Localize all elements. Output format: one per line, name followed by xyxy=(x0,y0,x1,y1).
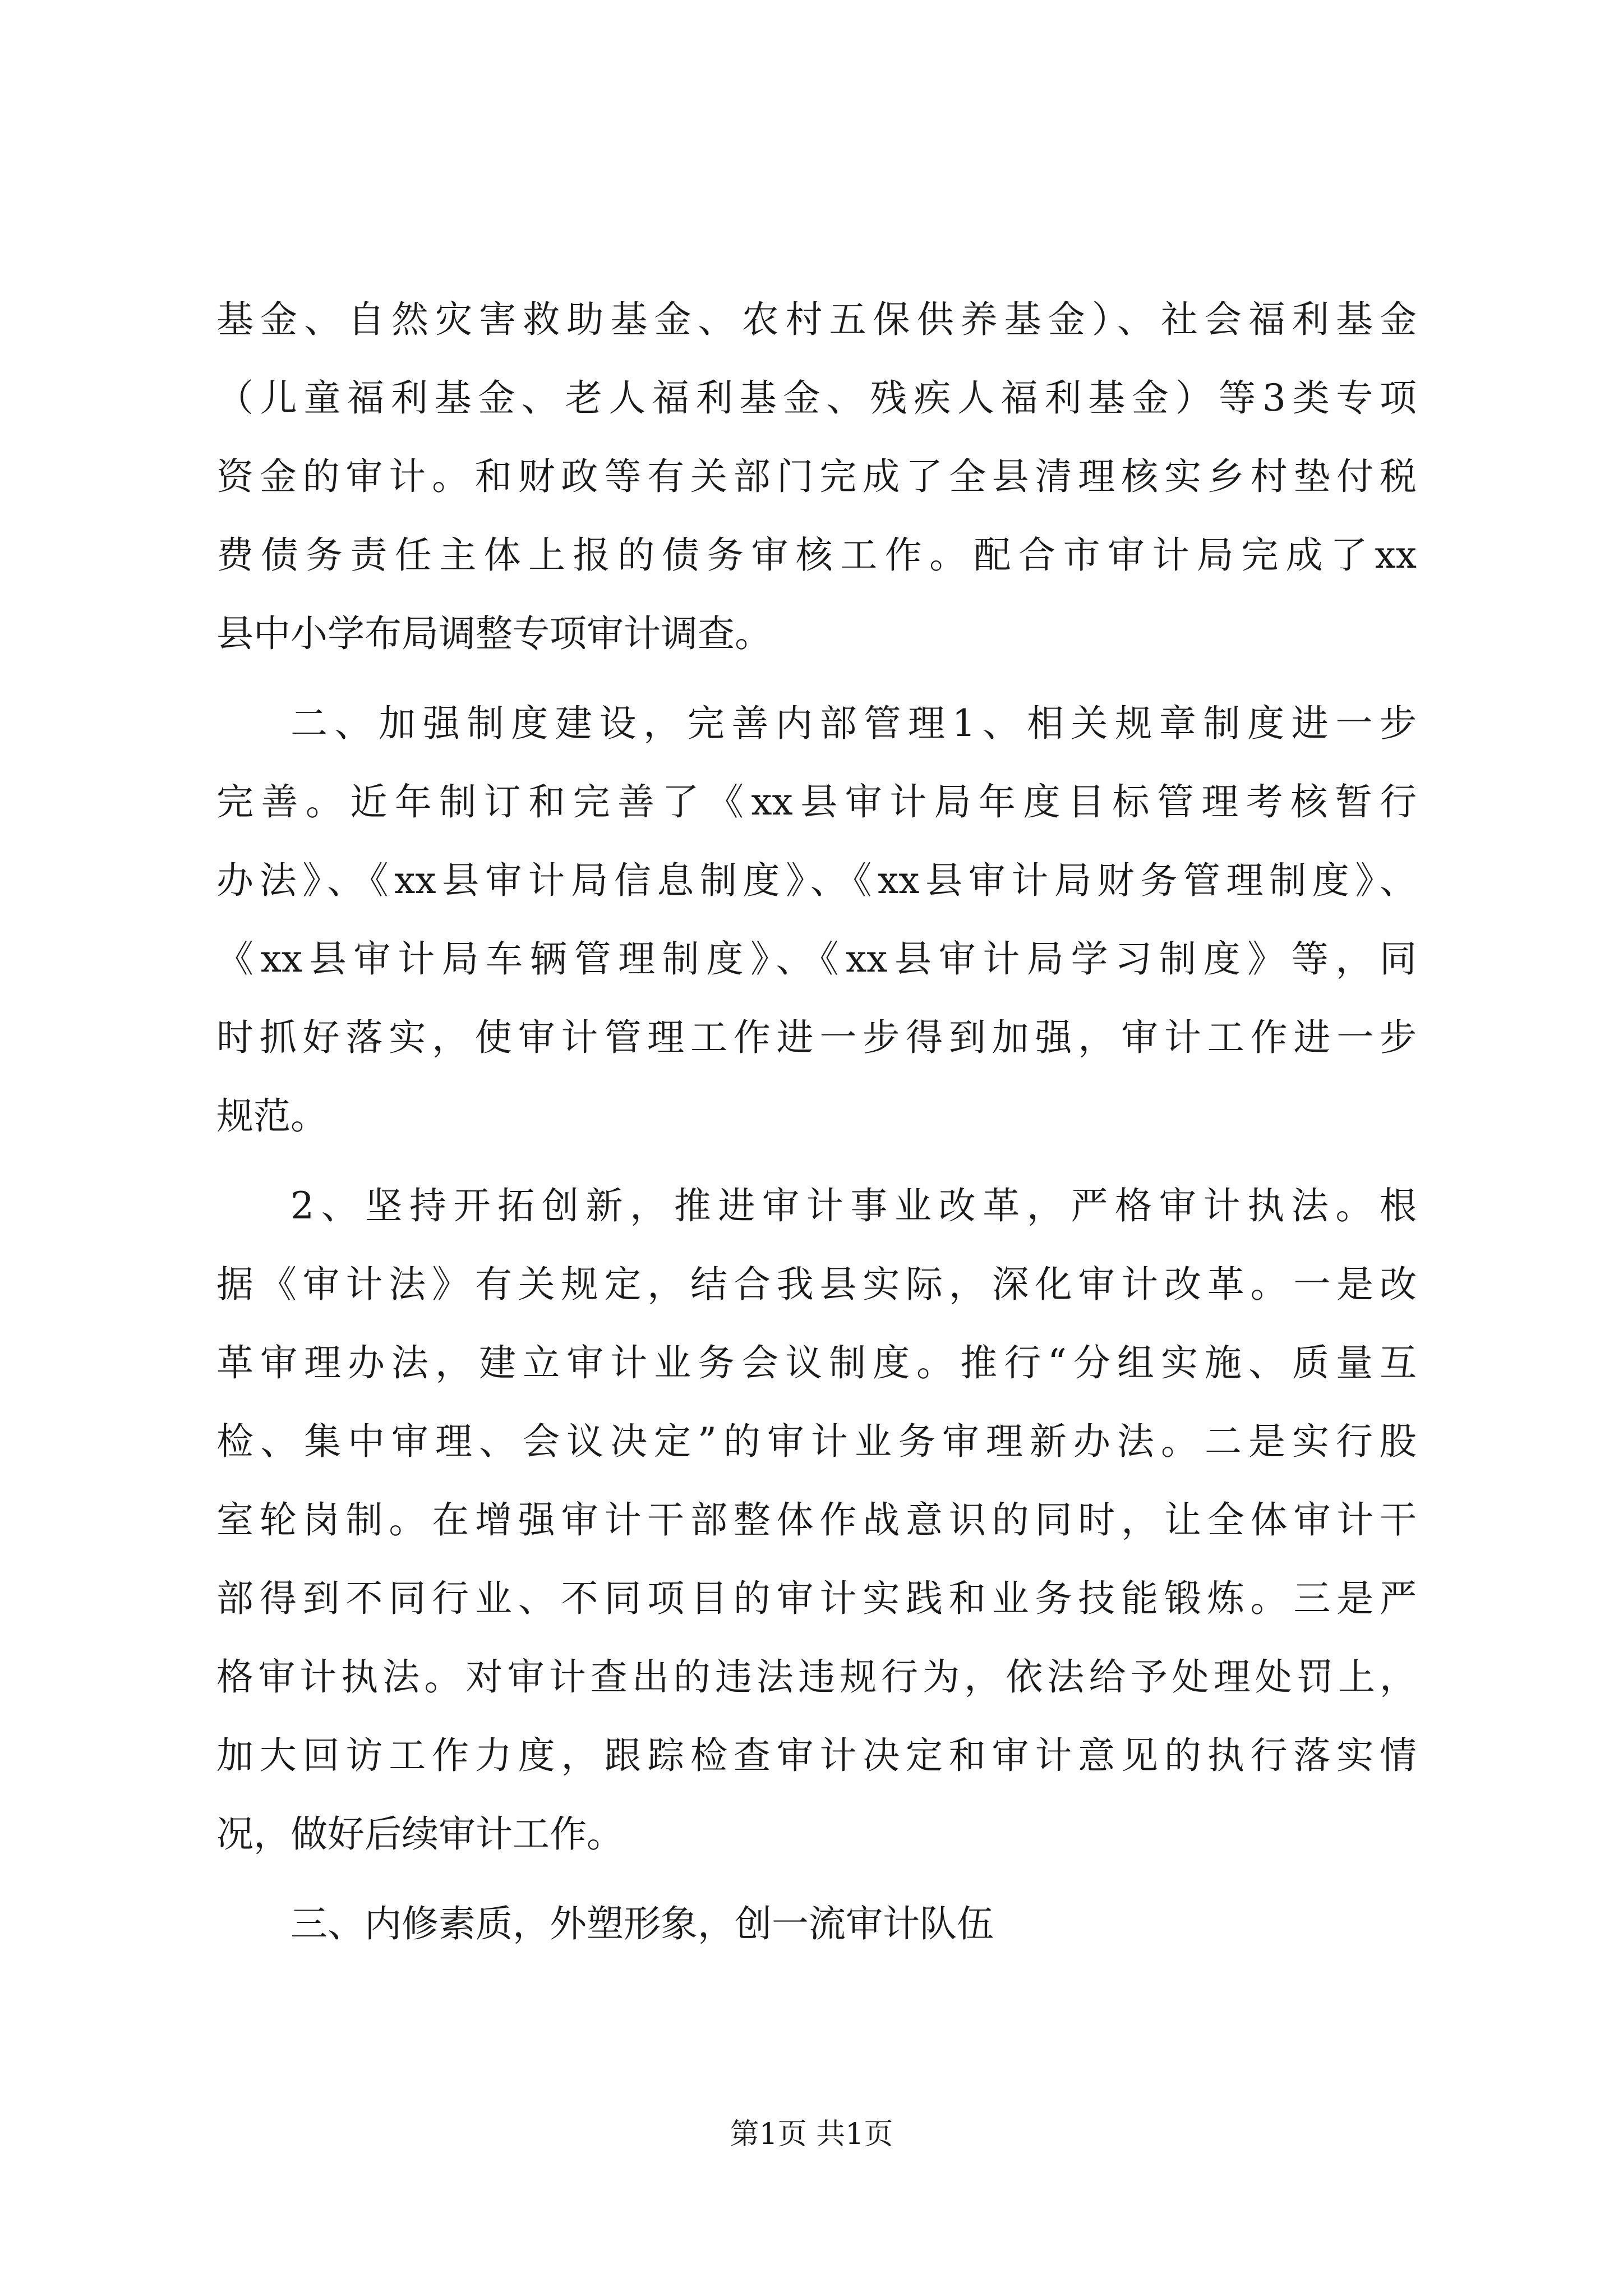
paragraph-start-line: 2、坚持开拓创新，推进审计事业改革，严格审计执法。根 xyxy=(291,1184,1417,1227)
body-line: 部得到不同行业、不同项目的审计实践和业务技能锻炼。三是严 xyxy=(216,1577,1417,1620)
body-line: 基金、自然灾害救助基金、农村五保供养基金）、社会福利基金 xyxy=(216,298,1417,341)
body-line: 况，做好后续审计工作。 xyxy=(216,1812,624,1856)
body-line: 规范。 xyxy=(216,1094,328,1138)
body-line: 办法》、《xx县审计局信息制度》、《xx县审计局财务管理制度》、 xyxy=(216,859,1417,902)
body-line: （儿童福利基金、老人福利基金、残疾人福利基金）等3类专项 xyxy=(216,376,1417,420)
body-line: 完善。近年制订和完善了《xx县审计局年度目标管理考核暂行 xyxy=(216,780,1417,823)
body-line: 室轮岗制。在增强审计干部整体作战意识的同时，让全体审计干 xyxy=(216,1498,1417,1542)
section-heading-line: 二、加强制度建设，完善内部管理1、相关规章制度进一步 xyxy=(291,702,1417,745)
body-line: 加大回访工作力度，跟踪检查审计决定和审计意见的执行落实情 xyxy=(216,1734,1417,1777)
body-line: 格审计执法。对审计查出的违法违规行为，依法给予处理处罚上， xyxy=(216,1655,1417,1699)
body-line: 检、集中审理、会议决定”的审计业务审理新办法。二是实行股 xyxy=(216,1420,1417,1463)
page-footer: 第1页 共1页 xyxy=(730,2118,893,2151)
body-line: 资金的审计。和财政等有关部门完成了全县清理核实乡村垫付税 xyxy=(216,455,1417,498)
body-line: 县中小学布局调整专项审计调查。 xyxy=(216,612,772,655)
body-line: 费债务责任主体上报的债务审核工作。配合市审计局完成了xx xyxy=(216,533,1417,577)
body-line: 《xx县审计局车辆管理制度》、《xx县审计局学习制度》等，同 xyxy=(216,937,1417,981)
body-line: 时抓好落实，使审计管理工作进一步得到加强，审计工作进一步 xyxy=(216,1016,1417,1059)
body-line: 据《审计法》有关规定，结合我县实际，深化审计改革。一是改 xyxy=(216,1263,1417,1306)
section-heading-line: 三、内修素质，外塑形象，创一流审计队伍 xyxy=(291,1902,994,1945)
body-line: 革审理办法，建立审计业务会议制度。推行“分组实施、质量互 xyxy=(216,1341,1417,1384)
